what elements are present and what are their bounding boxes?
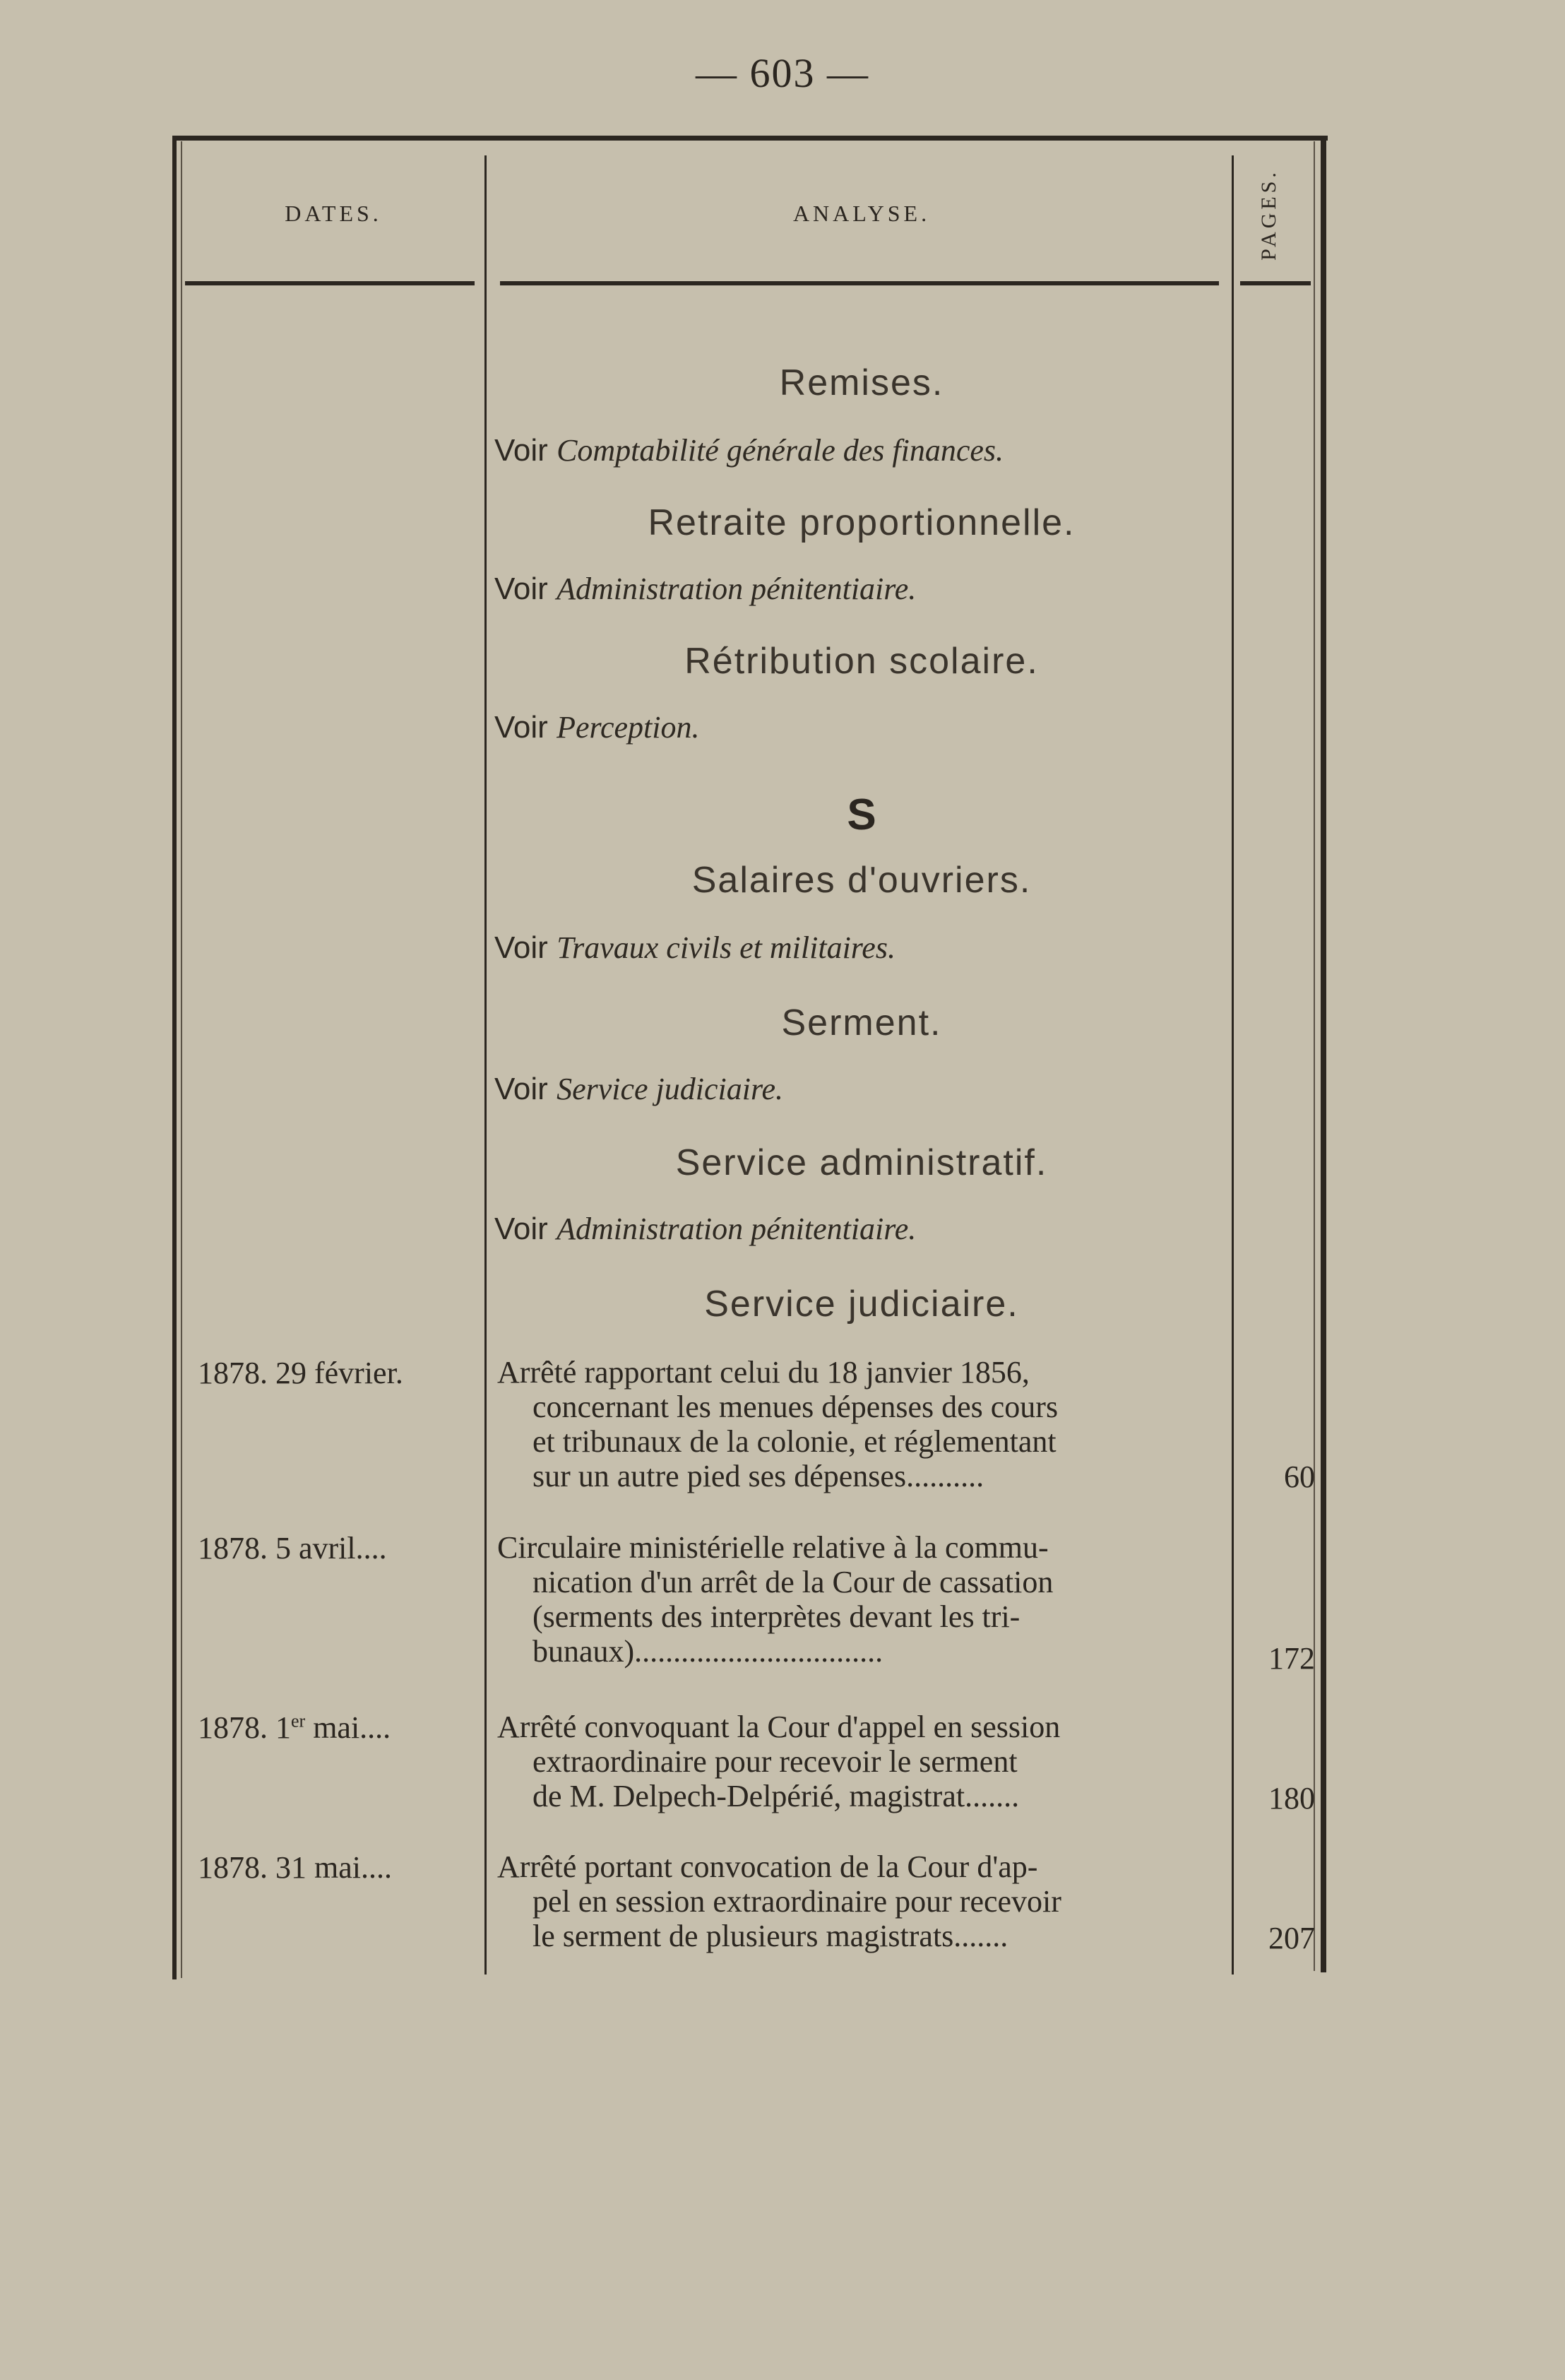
header-rule-pages (1240, 281, 1311, 285)
cross-reference-serment (494, 1071, 783, 1107)
entry-line: Arrêté rapportant celui du 18 janvier 1856, (497, 1355, 1030, 1390)
entry-line: le serment de plusieurs magistrats....... (532, 1919, 1008, 1953)
cross-reference-service-administratif (494, 1211, 916, 1247)
entry-date (198, 1710, 391, 1746)
entry-analysis (497, 1530, 1223, 1669)
entry-line: sur un autre pied ses dépenses.......... (532, 1459, 984, 1493)
voir-target: Travaux civils et militaires. (557, 930, 895, 965)
voir-label: Voir (494, 572, 548, 606)
section-heading-service-judiciaire: Service judiciaire. (704, 1284, 1019, 1325)
section-heading-retribution: Rétribution scolaire. (684, 641, 1039, 682)
entry-date-prefix: 1878. 1 (198, 1710, 291, 1745)
alphabet-letter-s: S (847, 791, 876, 839)
voir-label: Voir (494, 1072, 548, 1106)
entry-page-number: 60 (1284, 1460, 1315, 1494)
voir-label: Voir (494, 433, 548, 468)
entry-page-number: 207 (1268, 1921, 1315, 1955)
entry-line: nication d'un arrêt de la Cour de cassation (532, 1565, 1054, 1599)
entry-analysis (497, 1355, 1223, 1493)
entry-date: 1878. 5 avril.... (198, 1531, 387, 1565)
cross-reference-retraite (494, 571, 916, 607)
page-number: — 603 — (696, 50, 869, 96)
entry-line: bunaux)................................ (532, 1634, 883, 1669)
voir-target: Comptabilité générale des finances. (557, 433, 1004, 468)
voir-target: Perception. (557, 710, 700, 745)
entry-analysis (497, 1710, 1223, 1813)
entry-date-superscript: er (291, 1710, 306, 1731)
top-border (172, 136, 1328, 141)
entry-line: extraordinaire pour recevoir le serment (532, 1744, 1018, 1779)
entry-page-number: 180 (1268, 1781, 1315, 1816)
left-inner-border (181, 141, 182, 1978)
voir-label: Voir (494, 710, 548, 745)
section-heading-service-administratif: Service administratif. (675, 1142, 1048, 1183)
entry-line: et tribunaux de la colonie, et réglementant (532, 1424, 1057, 1459)
pages-header: PAGES. (1257, 169, 1280, 261)
entry-line: (serments des interprètes devant les tri- (532, 1599, 1020, 1634)
entry-line: Arrêté portant convocation de la Cour d'ap- (497, 1849, 1038, 1884)
voir-target: Service judiciaire. (557, 1072, 783, 1106)
section-heading-remises: Remises. (779, 362, 944, 403)
pages-column-divider (1232, 155, 1234, 1975)
right-border (1321, 136, 1326, 1972)
voir-label: Voir (494, 1212, 548, 1246)
entry-analysis (497, 1849, 1223, 1953)
section-heading-serment: Serment. (781, 1002, 942, 1043)
entry-line: Arrêté convoquant la Cour d'appel en session (497, 1710, 1061, 1744)
right-inner-border (1314, 141, 1315, 1971)
section-heading-retraite: Retraite proportionnelle. (648, 502, 1076, 543)
analyse-header: ANALYSE. (792, 201, 931, 226)
cross-reference-retribution (494, 709, 699, 745)
entry-line: pel en session extraordinaire pour recevoir (532, 1884, 1061, 1919)
left-border (172, 136, 177, 1979)
section-heading-salaires: Salaires d'ouvriers. (691, 860, 1032, 901)
entry-date: 1878. 29 février. (198, 1356, 403, 1390)
entry-date-suffix: mai.... (305, 1710, 391, 1745)
dates-header: DATES. (285, 201, 382, 226)
cross-reference-remises (494, 432, 1004, 468)
voir-target: Administration pénitentiaire. (557, 572, 917, 606)
voir-label: Voir (494, 930, 548, 965)
dates-column-divider (484, 155, 487, 1975)
entry-line: Circulaire ministérielle relative à la commu- (497, 1530, 1049, 1565)
entry-line: de M. Delpech-Delpérié, magistrat....... (532, 1779, 1020, 1813)
entry-date: 1878. 31 mai.... (198, 1850, 392, 1885)
entry-line: concernant les menues dépenses des cours (532, 1390, 1059, 1424)
entry-page-number: 172 (1268, 1641, 1315, 1676)
header-rule-analyse (500, 281, 1219, 285)
header-rule-dates (185, 281, 475, 285)
voir-target: Administration pénitentiaire. (557, 1212, 917, 1246)
cross-reference-salaires (494, 930, 895, 966)
